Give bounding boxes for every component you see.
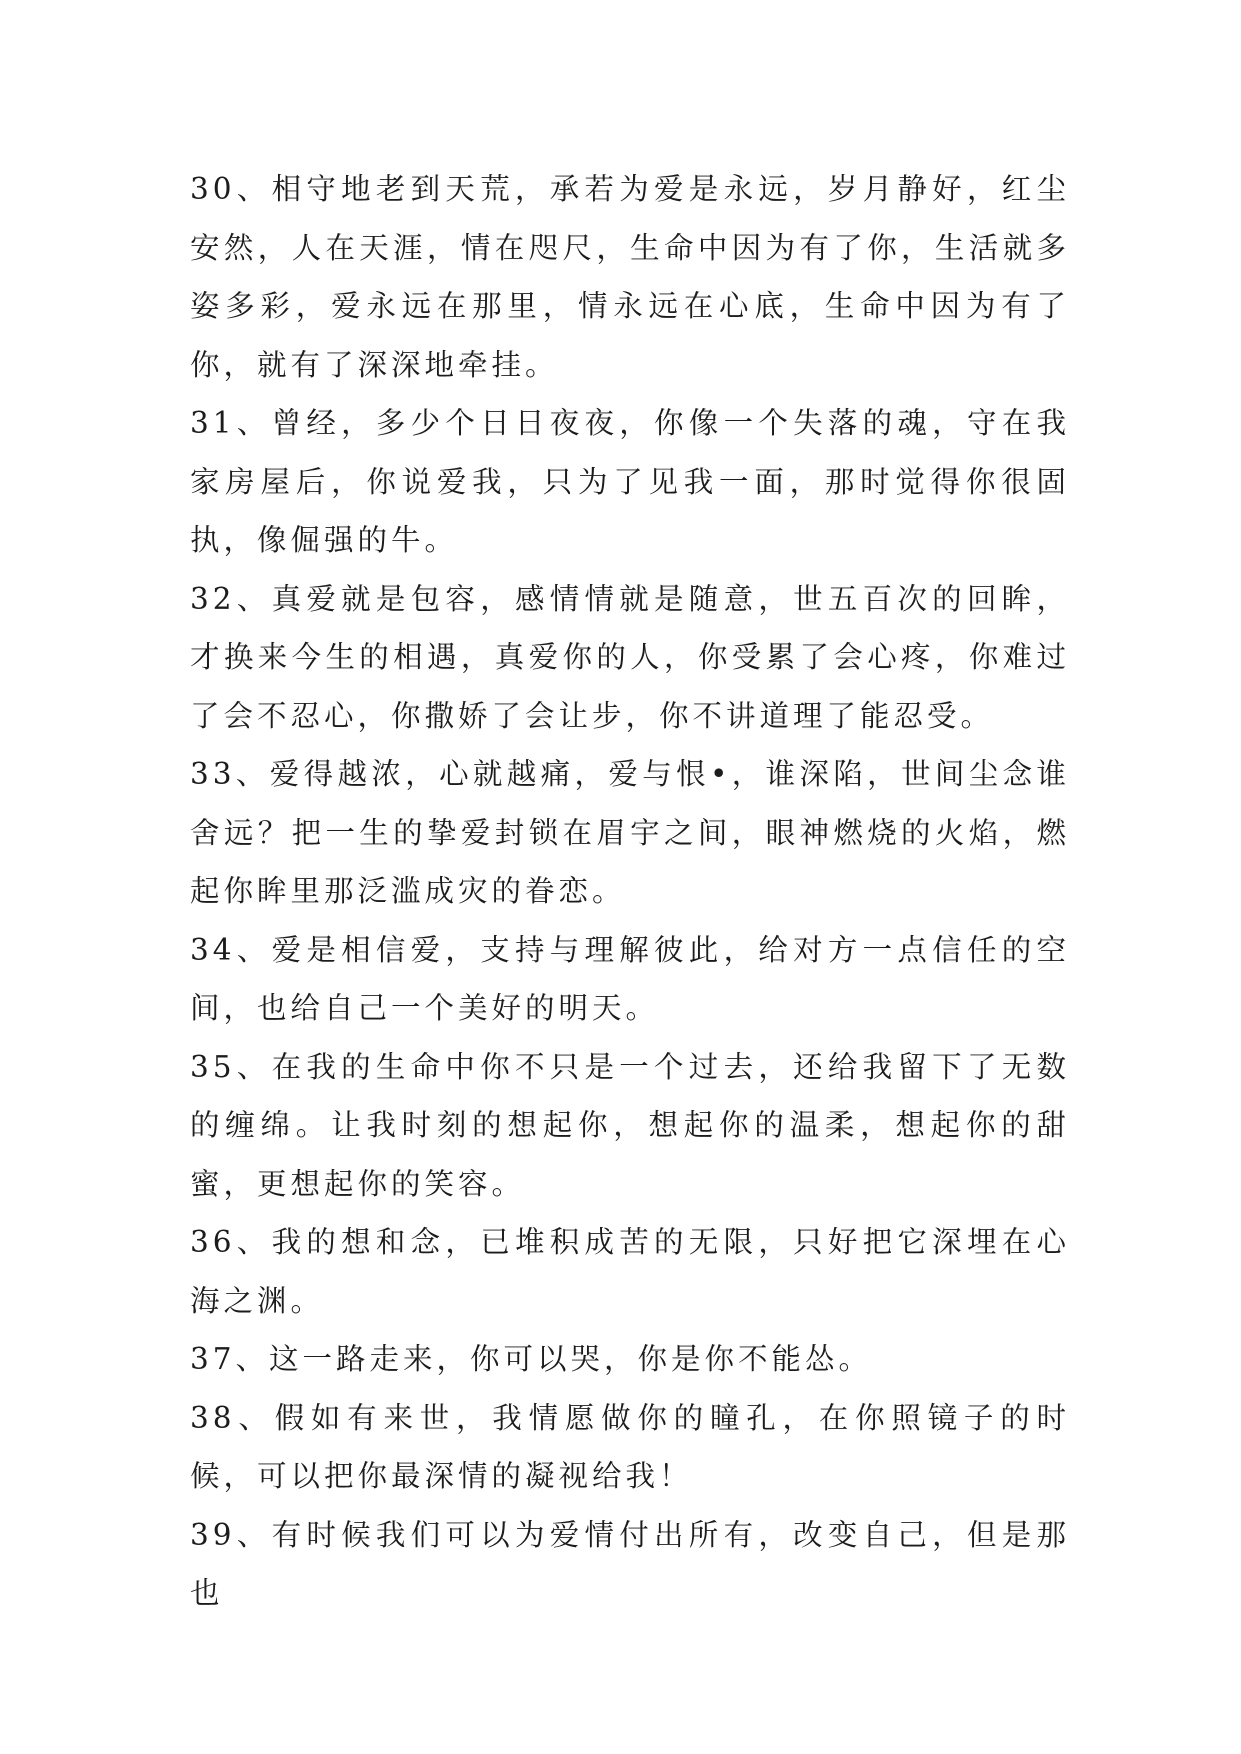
entry-34: 34、爱是相信爱，支持与理解彼此，给对方一点信任的空间，也给自己一个美好的明天。: [190, 932, 1070, 1025]
entry-30: 30、相守地老到天荒，承若为爱是永远，岁月静好，红尘安然，人在天涯，情在咫尺，生命中因为有了你，生活就多姿多彩，爱永远在那里，情永远在心底，生命中因为有了你，就有了深深地牵挂。: [190, 172, 1070, 382]
entry-32: 32、真爱就是包容，感情情就是随意，世五百次的回眸，才换来今生的相遇，真爱你的人，你受累了会心疼，你难过了会不忍心，你撒娇了会让步，你不讲道理了能忍受。: [190, 581, 1070, 733]
entry-39: 39、有时候我们可以为爱情付出所有，改变自己，但是那也: [190, 1517, 1070, 1610]
entry-33: 33、爱得越浓，心就越痛，爱与恨•，谁深陷，世间尘念谁舍远？把一生的挚爱封锁在眉宇之间，眼神燃烧的火焰，燃起你眸里那泛滥成灾的眷恋。: [190, 757, 1070, 908]
entry-31: 31、曾经，多少个日日夜夜，你像一个失落的魂，守在我家房屋后，你说爱我，只为了见我一面，那时觉得你很固执，像倔强的牛。: [190, 406, 1070, 557]
entry-36: 36、我的想和念，已堆积成苦的无限，只好把它深埋在心海之渊。: [190, 1225, 1070, 1318]
entry-35: 35、在我的生命中你不只是一个过去，还给我留下了无数的缠绵。让我时刻的想起你，想起你的温柔，想起你的甜蜜，更想起你的笑容。: [190, 1049, 1070, 1201]
entry-38: 38、假如有来世，我情愿做你的瞳孔，在你照镜子的时候，可以把你最深情的凝视给我！: [190, 1400, 1070, 1493]
document-body: [190, 160, 1070, 1623]
entry-37: 37、这一路走来，你可以哭，你是你不能怂。: [190, 1342, 873, 1376]
